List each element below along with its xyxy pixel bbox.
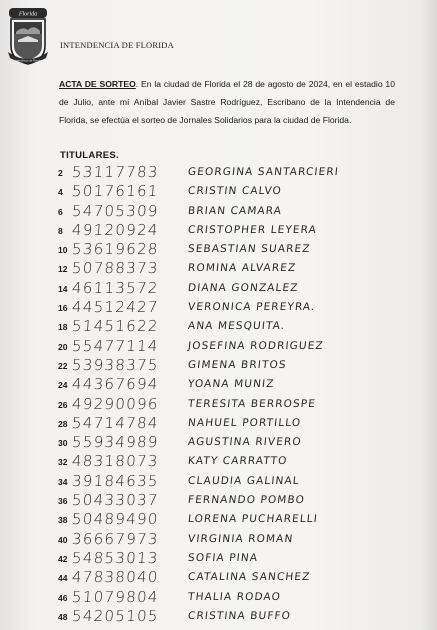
titular-id-number: 54853013 [71,548,160,567]
titular-name: CRISTIN CALVO [187,185,283,198]
titular-name: SOFIA PINA [187,551,259,564]
titular-name: TERESITA BERROSPE [187,397,317,410]
titular-number: 40 [58,534,68,545]
titular-number: 24 [58,380,68,391]
titular-row [58,279,398,298]
titular-row [58,433,398,452]
titular-row [58,375,398,394]
titular-row [58,317,398,336]
titular-id-number: 47838040 [71,568,160,587]
titular-name: ROMINA ALVAREZ [187,262,297,275]
titular-id-number: 51451622 [71,317,160,336]
titular-name: CRISTINA BUFFO [187,609,292,622]
titular-row [58,337,398,356]
svg-text:Intendencia de Florida: Intendencia de Florida [15,59,41,63]
titular-row [58,549,398,568]
titular-row [58,472,398,491]
titular-name: VERONICA PEREYRA. [187,301,317,314]
titular-number: 8 [58,225,63,236]
florida-coat-of-arms-logo [6,6,50,66]
titular-id-number: 50788373 [71,259,160,278]
titular-id-number: 53117783 [71,163,160,181]
titular-id-number: 44512427 [71,298,160,317]
titular-row [58,530,398,549]
titular-row [58,510,398,529]
titular-row [58,163,398,182]
intro-text: . En la ciudad de Florida el 28 de agosto de 2024, en el estadio 10 de Julio, ante mí Aníbal Javier Sastre Rodríguez, Escribano de la Intendencia de Florida, se efectúa el sorteo de Jornales Solidarios para la ciudad de Florida. [59,79,395,126]
titular-number: 36 [58,496,68,507]
titular-id-number: 50433037 [71,491,160,510]
titular-id-number: 46113572 [71,278,160,297]
titular-name: KATY CARRATTO [187,455,289,468]
titular-row [58,491,398,510]
titular-name: JOSEFINA RODRIGUEZ [187,339,325,352]
titular-id-number: 44367694 [71,375,160,394]
titular-id-number: 49290096 [71,394,160,413]
titular-number: 34 [58,476,68,487]
titular-number: 30 [58,438,68,449]
titular-id-number: 48318073 [71,452,160,471]
titular-number: 10 [58,245,68,256]
titular-name: CLAUDIA GALINAL [187,474,301,487]
intro-paragraph [59,75,395,130]
titular-id-number: 55477114 [71,336,160,355]
titular-row [58,356,398,375]
titular-row [58,240,398,259]
titulares-list [58,163,398,626]
titulares-heading: TITULARES. [60,150,119,161]
page-shadow [421,0,437,630]
titular-number: 44 [58,573,68,584]
titular-id-number: 54205105 [71,606,160,625]
titular-name: ANA MESQUITA. [187,320,286,333]
titular-name: THALIA RODAO [187,590,282,603]
titular-number: 48 [58,611,68,622]
titular-id-number: 36667973 [71,529,160,548]
titular-number: 4 [58,187,63,198]
titular-row [58,298,398,317]
titular-id-number: 50489490 [71,510,160,529]
titular-row [58,202,398,221]
titular-number: 14 [58,283,68,294]
titular-number: 32 [58,457,68,468]
titular-number: 2 [58,168,63,178]
titular-row [58,607,398,626]
titular-row [58,259,398,278]
titular-number: 26 [58,399,68,410]
titular-name: BRIAN CAMARA [187,204,283,217]
titular-row [58,452,398,471]
titular-row [58,588,398,607]
titular-id-number: 49120924 [71,220,160,239]
titular-number: 12 [58,264,68,275]
titular-row [58,395,398,414]
titular-id-number: 39184635 [71,471,160,490]
titular-number: 16 [58,303,68,314]
titular-name: CRISTOPHER LEYERA [187,223,318,236]
titular-row [58,221,398,240]
titular-id-number: 53938375 [71,355,160,374]
titular-name: LORENA PUCHARELLI [187,513,319,526]
titular-id-number: 54714784 [71,413,160,432]
titular-id-number: 50176161 [71,182,160,201]
institution-name: INTENDENCIA DE FLORIDA [60,40,174,50]
svg-text:Florida: Florida [18,11,38,18]
act-heading: ACTA DE SORTEO [59,79,136,89]
titular-number: 42 [58,553,68,564]
coat-of-arms-icon [6,6,50,66]
titular-id-number: 51079804 [71,587,160,606]
titular-row [58,414,398,433]
titular-name: CATALINA SANCHEZ [187,571,311,584]
titular-name: FERNANDO POMBO [187,494,306,507]
titular-number: 28 [58,418,68,429]
titular-name: SEBASTIAN SUAREZ [187,243,312,256]
titular-name: NAHUEL PORTILLO [187,416,302,429]
titular-name: YOANA MUNIZ [187,378,276,391]
titular-name: VIRGINIA ROMAN [187,532,294,545]
titular-number: 20 [58,341,68,352]
titular-number: 22 [58,360,68,371]
titular-row [58,182,398,201]
titular-number: 18 [58,322,68,333]
titular-number: 6 [58,206,63,217]
titular-id-number: 55934989 [71,433,160,452]
titular-name: GEORGINA SANTARCIERI [187,166,340,178]
titular-name: DIANA GONZALEZ [187,281,300,294]
titular-row [58,568,398,587]
titular-number: 46 [58,592,68,603]
titular-name: AGUSTINA RIVERO [187,436,303,449]
titular-id-number: 53619628 [71,240,160,259]
titular-number: 38 [58,515,68,526]
titular-name: GIMENA BRITOS [187,358,288,371]
titular-id-number: 54705309 [71,201,160,220]
